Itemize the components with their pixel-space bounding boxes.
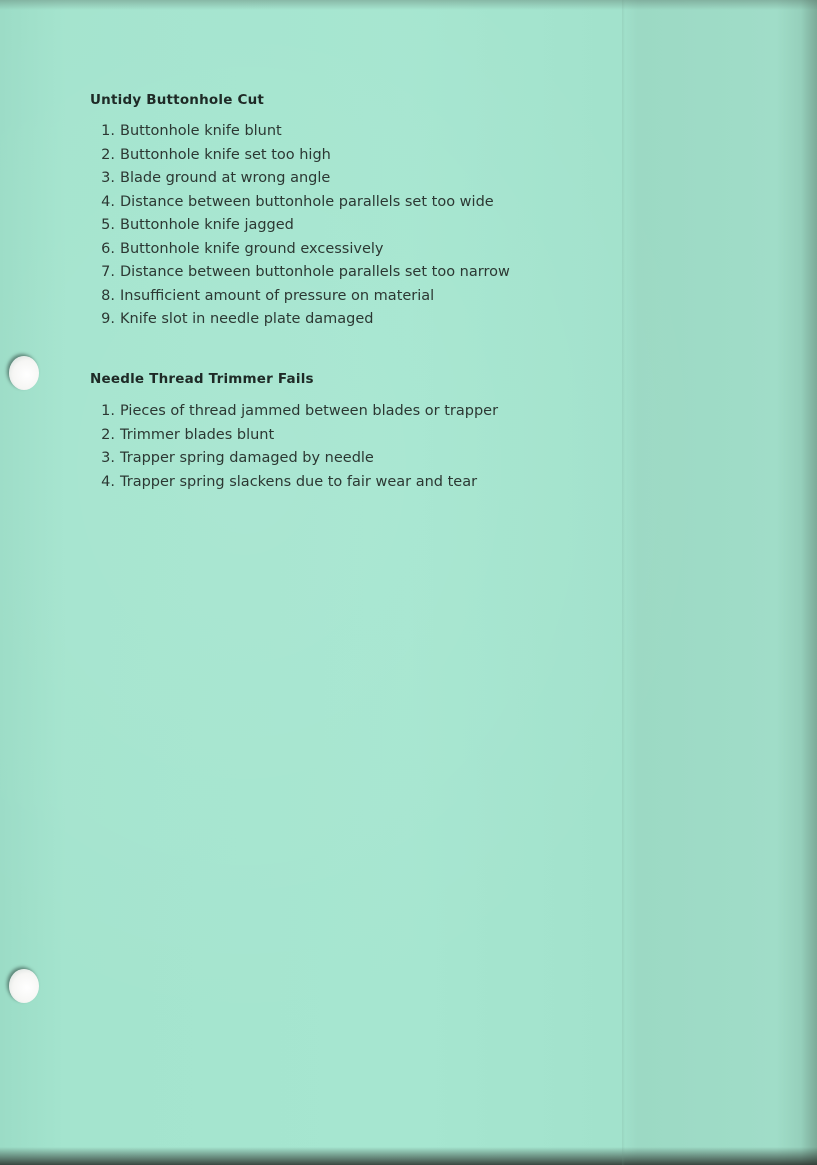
item-number: 4.: [101, 473, 115, 490]
list-item: [87, 144, 510, 168]
item-text: Buttonhole knife jagged: [120, 217, 294, 233]
item-text: Blade ground at wrong angle: [120, 170, 331, 186]
item-text: Trapper spring damaged by needle: [120, 450, 374, 466]
item-text: Buttonhole knife blunt: [120, 123, 282, 139]
item-text: Trimmer blades blunt: [120, 426, 275, 443]
list-item: [87, 238, 510, 262]
list-item: [87, 424, 498, 448]
item-number: 3.: [101, 450, 115, 466]
fault-list-trimmer: [87, 400, 498, 494]
list-item: [87, 167, 510, 191]
item-number: 2.: [101, 426, 115, 443]
list-item: [87, 471, 498, 495]
punch-hole-bottom: [9, 969, 39, 1003]
list-item: [87, 214, 510, 238]
item-number: 9.: [101, 311, 115, 327]
page-top-shadow: [0, 0, 817, 10]
item-number: 6.: [101, 240, 115, 257]
item-text: Distance between buttonhole parallels set too narrow: [120, 264, 510, 280]
item-text: Distance between buttonhole parallels set too wide: [120, 193, 494, 210]
list-item: [87, 261, 510, 285]
item-number: 3.: [101, 170, 115, 186]
section-heading-untidy-buttonhole-cut: Untidy Buttonhole Cut: [90, 92, 265, 108]
item-number: 1.: [101, 123, 115, 139]
page-fold-line: [622, 0, 625, 1165]
item-number: 1.: [101, 403, 115, 419]
punch-hole-top: [9, 356, 39, 390]
item-number: 7.: [101, 264, 115, 280]
list-item: [87, 447, 498, 471]
item-number: 4.: [101, 193, 115, 210]
section-heading-needle-thread-trimmer-fails: Needle Thread Trimmer Fails: [90, 371, 314, 387]
fault-list-buttonhole: [87, 120, 510, 332]
list-item: [87, 285, 510, 309]
item-text: Buttonhole knife ground excessively: [120, 240, 384, 257]
item-number: 8.: [101, 287, 115, 304]
item-number: 2.: [101, 146, 115, 163]
list-item: [87, 308, 510, 332]
page-bottom-edge: [0, 1147, 817, 1165]
item-text: Pieces of thread jammed between blades or trapper: [120, 403, 499, 419]
list-item: [87, 120, 510, 144]
item-text: Trapper spring slackens due to fair wear and tear: [120, 473, 478, 490]
item-text: Buttonhole knife set too high: [120, 146, 331, 163]
item-number: 5.: [101, 217, 115, 233]
item-text: Knife slot in needle plate damaged: [120, 311, 374, 327]
list-item: [87, 191, 510, 215]
list-item: [87, 400, 498, 424]
page-right-shadow: [801, 0, 817, 1165]
item-text: Insufficient amount of pressure on material: [120, 287, 435, 304]
